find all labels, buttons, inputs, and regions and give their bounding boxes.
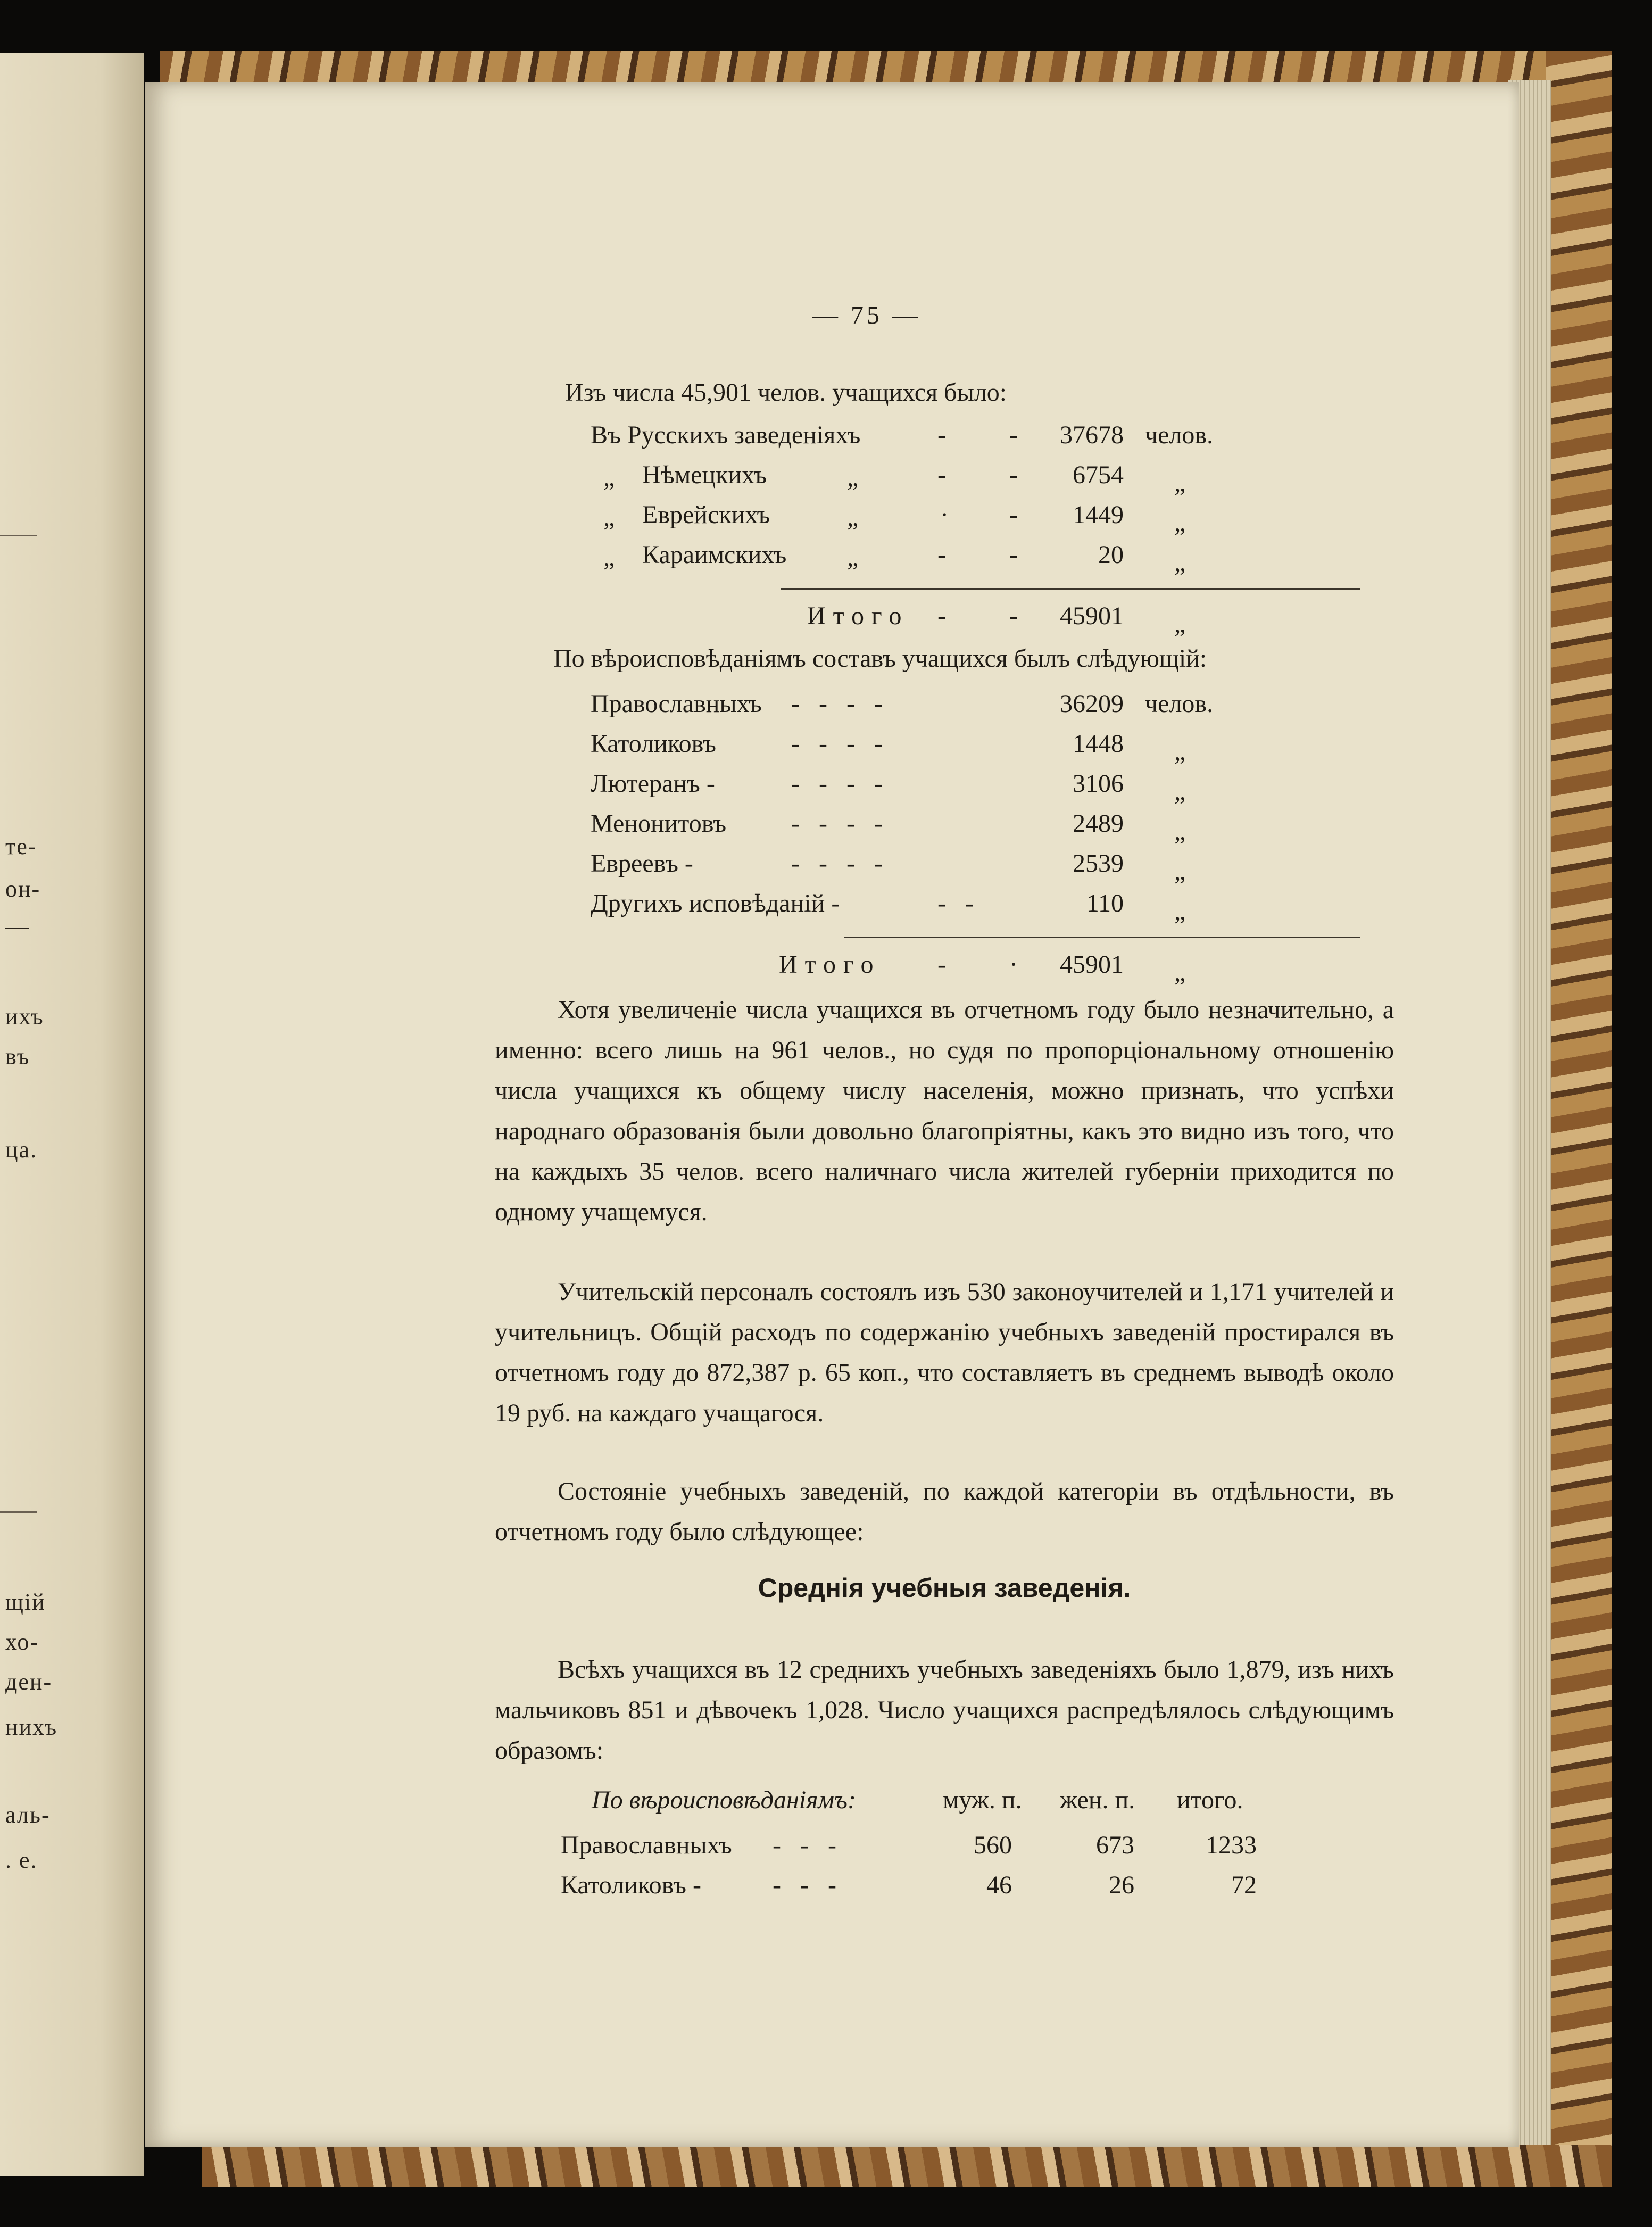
religion-unit: „ xyxy=(1174,897,1186,925)
female-count: 26 xyxy=(1109,1871,1134,1899)
left-page-text: въ xyxy=(5,1044,30,1070)
institution-unit: „ xyxy=(1174,549,1186,577)
institution-name: Нѣмецкихъ xyxy=(642,461,767,489)
institution-value: 6754 xyxy=(1073,461,1124,489)
male-count: 46 xyxy=(986,1871,1012,1899)
total-value: 45901 xyxy=(1060,950,1124,979)
right-page xyxy=(145,82,1519,2147)
left-page-text: ца. xyxy=(5,1137,38,1163)
total-value: 45901 xyxy=(1060,602,1124,630)
left-page-text: — xyxy=(5,913,30,939)
leader-dash: - xyxy=(937,421,946,449)
leader-dash: - xyxy=(1009,421,1018,449)
page-number: — 75 — xyxy=(812,301,921,329)
left-page-text: . е. xyxy=(5,1847,38,1873)
religion-intro: По вѣроисповѣданіямъ составъ учащихся былъ слѣдующій: xyxy=(553,644,1207,673)
leader-dash: - xyxy=(1009,602,1018,630)
leader-dashes: - - - - xyxy=(791,809,883,838)
sum-rule xyxy=(781,588,1360,590)
leader-dash: - xyxy=(1009,461,1018,489)
leader-dashes: - - - - xyxy=(791,690,883,718)
leader-dashes: - - - xyxy=(773,1831,836,1859)
left-page-text: щій xyxy=(5,1589,46,1615)
column-header-female: жен. п. xyxy=(1060,1786,1135,1814)
total-label: Итого xyxy=(807,602,909,630)
religion-name: Православныхъ xyxy=(561,1831,732,1859)
institution-unit: „ xyxy=(1174,469,1186,497)
leader-dashes: - - - xyxy=(773,1871,836,1899)
leader-dashes: - - - - xyxy=(791,849,883,877)
paragraph: Состояніе учебныхъ заведеній, по каждой категоріи въ отдѣльности, въ отчетномъ году было слѣдующее: xyxy=(495,1477,1394,1546)
leader-dash: · xyxy=(940,501,949,529)
institution-unit: челов. xyxy=(1145,421,1214,449)
institution-value: 1449 xyxy=(1073,501,1124,529)
religion-unit: „ xyxy=(1174,817,1186,846)
section-heading: Среднія учебныя заведенія. xyxy=(758,1573,1131,1603)
institution-name: Караимскихъ xyxy=(642,541,787,569)
ditto-mark: „ xyxy=(603,543,615,572)
leader-dashes: - - - - xyxy=(791,769,883,798)
leader-dashes: - - xyxy=(937,889,974,917)
religion-unit: „ xyxy=(1174,738,1186,766)
leader-dash: - xyxy=(1009,541,1018,569)
leader-dash: · xyxy=(1009,950,1018,979)
institution-name: Въ Русскихъ заведеніяхъ xyxy=(591,421,861,449)
left-page-text: хо- xyxy=(5,1629,39,1655)
ditto-mark: „ xyxy=(603,463,615,492)
leader-dash: - xyxy=(937,461,946,489)
leader-dash: - xyxy=(937,950,946,979)
institution-unit: „ xyxy=(1174,509,1186,537)
left-page-rule xyxy=(0,1511,37,1513)
total-unit: „ xyxy=(1174,610,1186,638)
religion-name: Евреевъ - xyxy=(591,849,693,877)
total-count: 1233 xyxy=(1206,1831,1257,1859)
religion-name: Православныхъ xyxy=(591,690,762,718)
book-cover-right-edge xyxy=(1546,51,1612,2179)
religion-value: 2489 xyxy=(1073,809,1124,838)
left-page-text: те- xyxy=(5,833,37,859)
intro-line: Изъ числа 45,901 челов. учащихся было: xyxy=(565,378,1007,407)
religion-unit: „ xyxy=(1174,857,1186,885)
left-page-text: нихъ xyxy=(5,1714,58,1740)
religion-name: Католиковъ xyxy=(591,730,716,758)
total-count: 72 xyxy=(1231,1871,1257,1899)
left-page-fragment xyxy=(0,53,144,2176)
left-page-rule xyxy=(0,535,37,536)
institution-name: Еврейскихъ xyxy=(642,501,770,529)
leader-dashes: - - - - xyxy=(791,730,883,758)
religion-name: Менонитовъ xyxy=(591,809,727,838)
female-count: 673 xyxy=(1096,1831,1134,1859)
religion-unit: „ xyxy=(1174,777,1186,806)
book-cover-bottom-edge xyxy=(202,2145,1612,2187)
sum-rule xyxy=(844,937,1360,938)
ditto-mark: „ xyxy=(847,463,859,492)
religion-value: 110 xyxy=(1086,889,1124,917)
religion-value: 1448 xyxy=(1073,730,1124,758)
paragraph: Всѣхъ учащихся въ 12 среднихъ учебныхъ заведеніяхъ было 1,879, изъ нихъ мальчиковъ 851 и дѣвочекъ 1,028. Число учащихся распредѣлялось слѣдующимъ образомъ: xyxy=(495,1655,1394,1765)
left-page-text: он- xyxy=(5,876,41,902)
total-label: Итого xyxy=(779,950,881,979)
religion-value: 2539 xyxy=(1073,849,1124,877)
ditto-mark: „ xyxy=(847,503,859,532)
religion-name: Лютеранъ - xyxy=(591,769,715,798)
column-header-male: муж. п. xyxy=(943,1786,1022,1814)
left-page-text: ден- xyxy=(5,1669,53,1695)
paragraph: Учительскій персоналъ состоялъ изъ 530 законоучителей и 1,171 учителей и учительницъ. Общій расходъ по содержанію учебныхъ заведеній простирался въ отчетномъ году до 872,387 р. 65 коп., что составляетъ въ среднемъ выводѣ около 19 руб. на каждаго учащагося. xyxy=(495,1278,1394,1427)
religion-name: Католиковъ - xyxy=(561,1871,701,1899)
institution-value: 37678 xyxy=(1060,421,1124,449)
column-header-total: итого. xyxy=(1177,1786,1243,1814)
total-unit: „ xyxy=(1174,958,1186,987)
religion-value: 3106 xyxy=(1073,769,1124,798)
left-page-text: аль- xyxy=(5,1802,51,1828)
left-page-text: ихъ xyxy=(5,1004,44,1030)
ditto-mark: „ xyxy=(847,543,859,572)
leader-dash: - xyxy=(937,541,946,569)
table-header-label: По вѣроисповѣданіямъ: xyxy=(592,1786,856,1814)
institution-value: 20 xyxy=(1098,541,1124,569)
religion-value: 36209 xyxy=(1060,690,1124,718)
paragraph: Хотя увеличеніе числа учащихся въ отчетномъ году было незначительно, а именно: всего лишь на 961 челов., но судя по пропорціональному отношенію числа учащихся къ общему числу населенія, можно признать, что успѣхи народнаго образованія были довольно благопріятны, какъ это видно изъ того, что на каждыхъ 35 челов. всего наличнаго числа жителей губерніи приходится по одному учащемуся. xyxy=(495,996,1394,1226)
leader-dash: - xyxy=(1009,501,1018,529)
leader-dash: - xyxy=(937,602,946,630)
religion-unit: челов. xyxy=(1145,690,1214,718)
religion-name: Другихъ исповѣданій - xyxy=(591,889,840,917)
ditto-mark: „ xyxy=(603,503,615,532)
male-count: 560 xyxy=(974,1831,1012,1859)
